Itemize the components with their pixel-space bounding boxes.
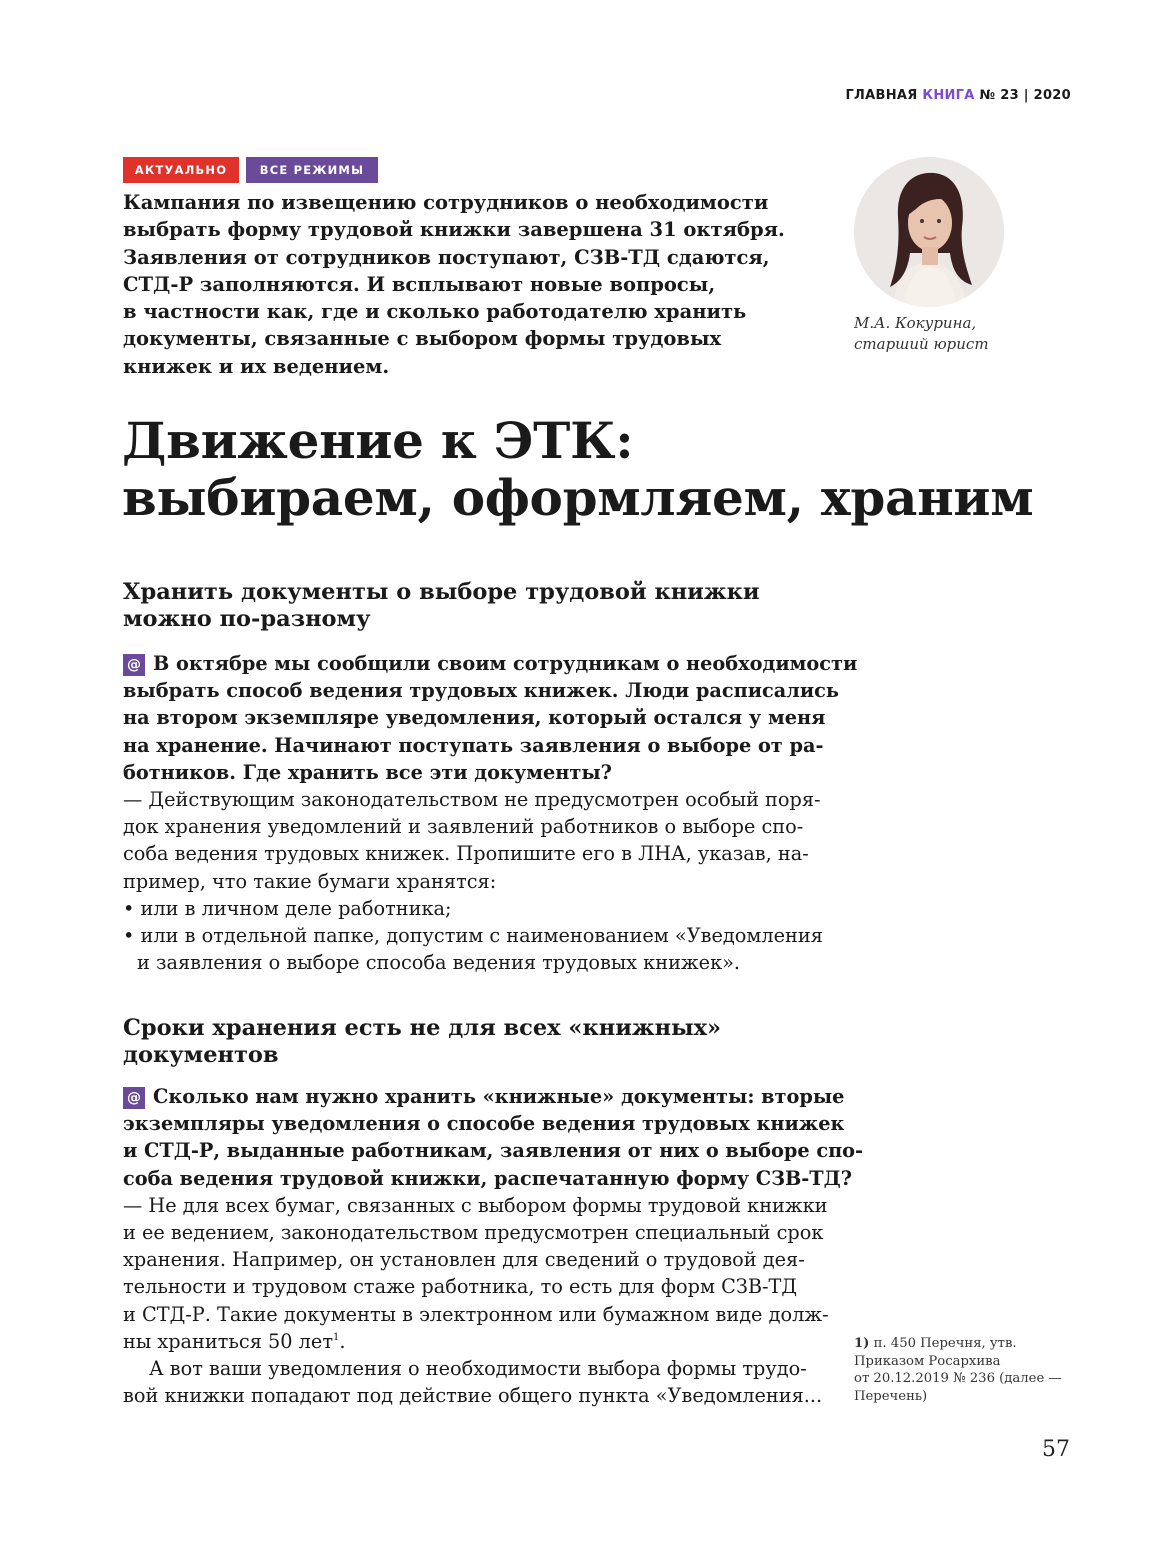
page-number: 57 [1042, 1437, 1070, 1462]
question-at-icon: @ [123, 1087, 145, 1109]
paragraph-line: А вот ваши уведомления о необходимости выбора формы трудо- [149, 1356, 807, 1380]
answer-line: пример, что такие бумаги хранятся: [123, 869, 497, 893]
brand-main: ГЛАВНАЯ [845, 88, 918, 103]
qa-block [123, 1083, 864, 1409]
section-heading [123, 579, 803, 633]
question-text: Сколько нам нужно хранить «книжные» документы: вторые [153, 1085, 845, 1108]
answer-line: соба ведения трудовых книжек. Пропишите его в ЛНА, указав, на- [123, 842, 809, 866]
footnote-number: 1) [854, 1336, 870, 1351]
question-line: на втором экземпляре уведомления, который остался у меня [123, 706, 826, 730]
lead-line: Заявления от сотрудников поступают, СЗВ-ТД сдаются, [123, 245, 770, 269]
tag-all-modes: ВСЕ РЕЖИМЫ [246, 157, 378, 183]
author-portrait-icon [854, 157, 1004, 307]
author-name: М.А. Кокурина, [854, 314, 977, 332]
author-photo [854, 157, 1004, 307]
section-heading-line: документов [123, 1042, 279, 1068]
tag-actual: АКТУАЛЬНО [123, 157, 239, 183]
answer-line [123, 1328, 803, 1355]
article-title [122, 412, 1033, 526]
title-line: Движение к ЭТК: [122, 411, 634, 470]
lead-line: выбрать форму трудовой книжки завершена 31 октября. [123, 218, 785, 242]
footnote-ref[interactable]: 1 [333, 1331, 340, 1343]
question-text: В октябре мы сообщили своим сотрудникам о необходимости [153, 652, 858, 675]
footnote [854, 1335, 1074, 1405]
qa-block [123, 650, 858, 976]
paragraph-line: вой книжки попадают под действие общего пункта «Уведомления... [123, 1384, 823, 1408]
running-header [845, 88, 1071, 103]
lead-line: в частности как, где и сколько работодателю хранить [123, 300, 747, 324]
question-line: и СТД-Р, выданные работникам, заявления от них о выборе спо- [123, 1139, 864, 1163]
author-role: старший юрист [854, 335, 989, 353]
answer-text: ны храниться 50 лет [123, 1329, 333, 1353]
answer-line: — Не для всех бумаг, связанных с выбором формы трудовой книжки [123, 1193, 828, 1217]
lead-line: документы, связанные с выбором формы трудовых [123, 327, 722, 351]
footnote-line [854, 1335, 1074, 1353]
section-heading-line: можно по-разному [123, 606, 371, 632]
question-line: выбрать способ ведения трудовых книжек. Люди расписались [123, 679, 839, 703]
bullet-item: • или в личном деле работника; [123, 896, 452, 920]
brand-accent: КНИГА [922, 88, 975, 103]
answer-line: — Действующим законодательством не предусмотрен особый поря- [123, 787, 821, 811]
lead-line: книжек и их ведением. [123, 354, 390, 378]
answer-line: хранения. Например, он установлен для сведений о трудовой дея- [123, 1248, 805, 1272]
section-heading [123, 1015, 803, 1069]
answer-line: и СТД-Р. Такие документы в электронном или бумажном виде долж- [123, 1302, 829, 1326]
question-line: соба ведения трудовой книжки, распечатанную форму СЗВ-ТД? [123, 1166, 853, 1190]
answer-line: док хранения уведомлений и заявлений работников о выборе спо- [123, 815, 804, 839]
section-heading-line: Сроки хранения есть не для всех «книжных» [123, 1015, 722, 1041]
question-line: на хранение. Начинают поступать заявления о выборе от ра- [123, 733, 824, 757]
section-heading-line: Хранить документы о выборе трудовой книжки [123, 579, 760, 605]
answer-line: тельности и трудовом стаже работника, то есть для форм СЗВ-ТД [123, 1275, 798, 1299]
footnote-line: Перечень) [854, 1388, 928, 1404]
question-line: ботников. Где хранить все эти документы? [123, 760, 612, 784]
lead-line: СТД-Р заполняются. И всплывают новые вопросы, [123, 272, 716, 296]
bullet-item: • или в отдельной папке, допустим с наименованием «Уведомления [123, 923, 823, 947]
bullet-item-continued: и заявления о выборе способа ведения трудовых книжек». [137, 951, 741, 975]
lead-paragraph [123, 189, 803, 380]
question-line [123, 1083, 845, 1110]
author-caption [854, 313, 989, 355]
footnote-line: Приказом Росархива [854, 1353, 1001, 1369]
answer-end: . [339, 1329, 346, 1353]
question-line [123, 650, 858, 677]
footnote-text: п. 450 Перечня, утв. [873, 1336, 1017, 1351]
footnote-line: от 20.12.2019 № 236 (далее — [854, 1371, 1062, 1386]
answer-line: и ее ведением, законодательством предусмотрен специальный срок [123, 1220, 824, 1244]
lead-line: Кампания по извещению сотрудников о необходимости [123, 191, 769, 214]
title-line: выбираем, оформляем, храним [122, 468, 1034, 527]
issue-number: № 23 | 2020 [979, 88, 1071, 103]
question-at-icon: @ [123, 654, 145, 676]
question-line: экземпляры уведомления о способе ведения трудовых книжек [123, 1112, 845, 1136]
